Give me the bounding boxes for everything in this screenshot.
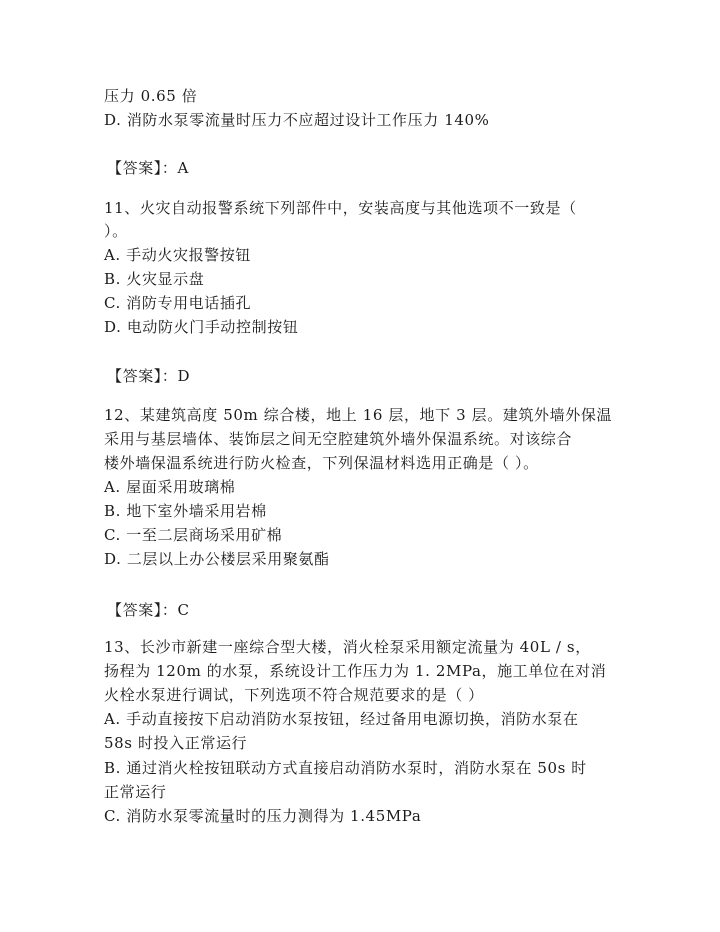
answer-prev: 【答案】：A [107,159,189,177]
q12-stem-line-1: 12、某建筑高度 50m 综合楼，地上 16 层，地下 3 层。建筑外墙外保温 [104,406,613,424]
q12-stem-line-3: 楼外墙保温系统进行防火检查，下列保温材料选用正确是（ ）。 [104,454,539,472]
q13-stem-line-1: 13、长沙市新建一座综合型大楼，消火栓泵采用额定流量为 40L / s， [104,638,591,656]
q11-option-b: B. 火灾显示盘 [104,270,205,288]
continuation-line-1: 压力 0.65 倍 [104,87,198,105]
q12-option-d: D. 二层以上办公楼层采用聚氨酯 [104,550,330,568]
q11-option-c: C. 消防专用电话插孔 [104,294,252,312]
q13-option-a-line-1: A. 手动直接按下启动消防水泵按钮，经过备用电源切换，消防水泵在 [104,710,579,728]
continuation-option-d: D. 消防水泵零流量时压力不应超过设计工作压力 140% [104,111,490,129]
q11-option-d: D. 电动防火门手动控制按钮 [104,318,299,336]
q13-option-a-line-2: 58s 时投入正常运行 [104,734,248,752]
q12-stem-line-2: 采用与基层墙体、装饰层之间无空腔建筑外墙外保温系统。对该综合 [104,430,573,448]
q13-option-b-line-2: 正常运行 [104,783,167,801]
q13-stem-line-2: 扬程为 120m 的水泵，系统设计工作压力为 1. 2MPa，施工单位在对消 [104,662,607,680]
q11-stem-line-1: 11、火灾自动报警系统下列部件中，安装高度与其他选项不一致是（ [104,199,577,217]
q11-stem-line-2: ）。 [104,222,128,240]
q12-answer: 【答案】：C [107,601,190,619]
q12-option-b: B. 地下室外墙采用岩棉 [104,502,267,520]
q11-option-a: A. 手动火灾报警按钮 [104,246,251,264]
q12-option-c: C. 一至二层商场采用矿棉 [104,526,283,544]
q12-option-a: A. 屋面采用玻璃棉 [104,478,236,496]
q11-answer: 【答案】：D [107,367,191,385]
q13-option-b-line-1: B. 通过消火栓按钮联动方式直接启动消防水泵时，消防水泵在 50s 时 [104,759,587,777]
q13-stem-line-3: 火栓水泵进行调试，下列选项不符合规范要求的是（ ） [104,686,484,704]
q13-option-c: C. 消防水泵零流量时的压力测得为 1.45MPa [104,807,422,825]
